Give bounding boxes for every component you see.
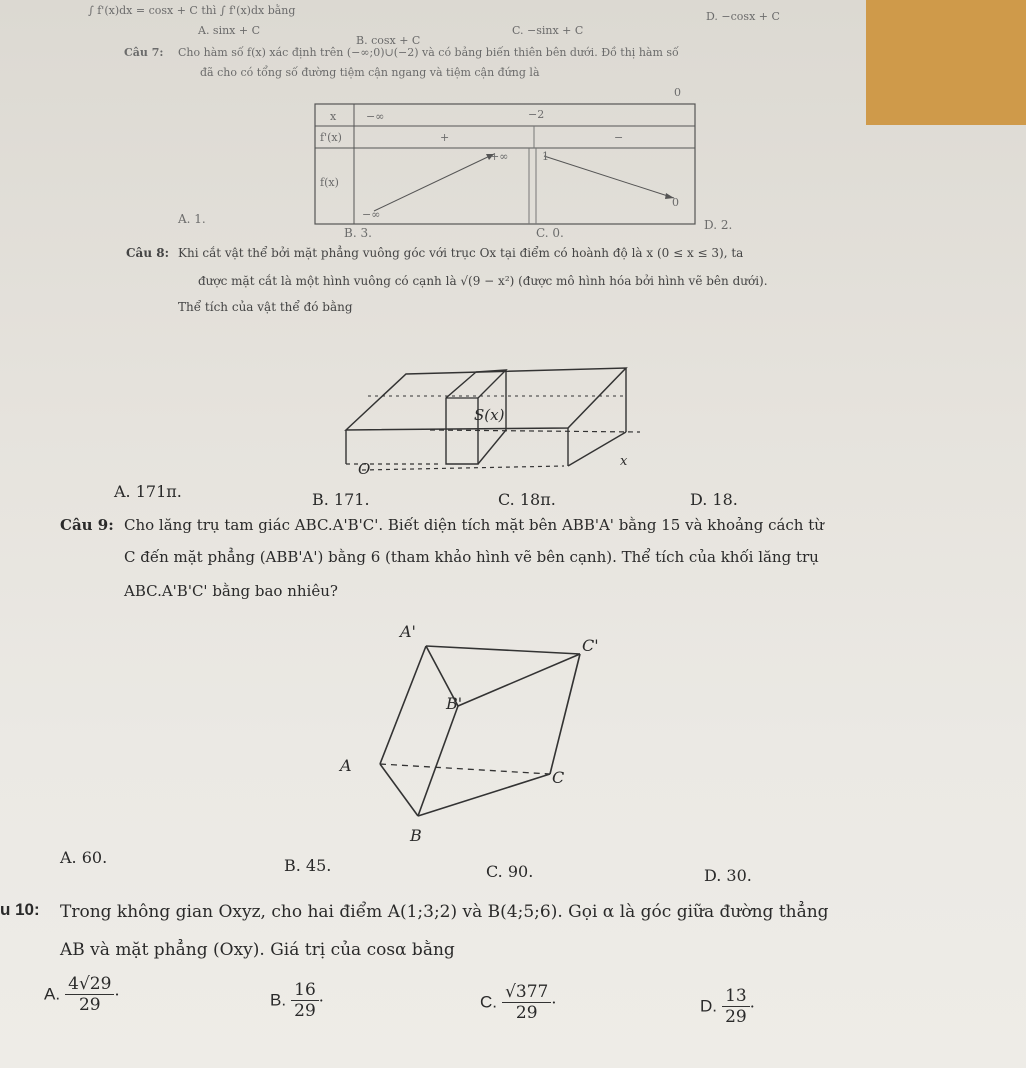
table-x-zero: 0 [674,86,681,99]
table-x-label: x [330,110,337,123]
q8-option-c: C. 18π. [498,490,556,509]
q8-option-b: B. 171. [312,490,370,509]
q10-option-a-letter: A. [44,984,61,1004]
q10-option-d: D. $\frac{13}{29}$ · [700,986,755,1027]
q7-option-c: C. 0. [536,226,564,240]
q9-label-b: B [410,826,422,845]
q10-option-a: A. $\frac{4√29}{29}$ · [44,974,120,1015]
q8-text3: Thể tích của vật thể đó bằng [178,300,353,314]
q10-option-d-letter: D. [700,996,717,1016]
q8-label-sx: S(x) [474,406,505,424]
q6-option-b: B. cosx + C [356,34,421,47]
q8-text2: được mặt cắt là một hình vuông có cạnh là √(9 − x²) (được mô hình hóa bởi hình vẽ bên dưới). [198,274,768,288]
q7-label: Câu 7: [124,46,164,59]
q9-figure [330,616,630,852]
q6-option-a: A. sinx + C [198,24,261,37]
q8-figure [340,340,660,490]
q7-text: Cho hàm số f(x) xác định trên (−∞;0)∪(−2) và có bảng biến thiên bên dưới. Đồ thị hàm số [178,46,679,59]
q7-option-b: B. 3. [344,226,372,240]
q9-label-b1: B' [446,694,463,713]
q9-option-a: A. 60. [60,848,108,867]
q9-label-a1: A' [400,622,416,641]
table-f-label: f(x) [320,176,339,189]
q10-option-b: B. $\frac{16}{29}$ · [270,980,324,1021]
q8-label-x: x [620,454,628,469]
q10-option-b-letter: B. [270,990,287,1010]
table-fprime-label: f'(x) [320,131,342,144]
q10-option-b-fraction [291,980,319,1021]
q10-option-c-den: 29 [515,1003,538,1023]
q9-option-d: D. 30. [704,866,752,885]
q6-option-d: D. −cosx + C [706,10,780,23]
q9-label-c: C [552,768,565,787]
q6-option-c: C. −sinx + C [512,24,584,37]
q10-option-a-num: 4√29 [65,974,114,995]
q10-option-c: C. $\frac{√377}{29}$ · [480,982,557,1023]
q10-option-d-den: 29 [725,1007,747,1027]
header-faint: ∫ f'(x)dx = cosx + C thì ∫ f'(x)dx bằng [88,4,296,17]
q8-label-origin: O [358,460,371,478]
q10-text2: AB và mặt phẳng (Oxy). Giá trị của cosα bằng [60,940,455,960]
q7-option-a: A. 1. [178,212,206,226]
background-orange-object [866,0,1026,125]
q10-text1: Trong không gian Oxyz, cho hai điểm A(1;3;2) và B(4;5;6). Gọi α là góc giữa đường thẳng [60,902,829,922]
q10-option-b-den: 29 [294,1001,316,1021]
q7-option-d: D. 2. [704,218,733,232]
table-fprime-minus: − [614,131,624,144]
q10-option-a-den: 29 [78,995,101,1015]
q10-label: u 10: [0,900,40,919]
q10-option-c-letter: C. [480,992,497,1012]
q9-text3: ABC.A'B'C' bằng bao nhiêu? [124,582,338,600]
q10-option-d-num: 13 [722,986,750,1007]
q10-option-c-fraction [502,982,551,1023]
q9-text1: Cho lăng trụ tam giác ABC.A'B'C'. Biết diện tích mặt bên ABB'A' bằng 15 và khoảng cách từ [124,516,824,534]
table-f-neg-inf: −∞ [362,208,381,221]
q10-option-b-num: 16 [291,980,319,1001]
q10-option-c-num: √377 [502,982,551,1003]
q8-option-a: A. 171π. [114,482,182,501]
table-x-neg-inf: −∞ [366,110,385,123]
q8-option-d: D. 18. [690,490,738,509]
q9-label-a: A [340,756,352,775]
table-fprime-plus: + [440,131,450,144]
q9-label: Câu 9: [60,516,114,534]
q9-text2: C đến mặt phẳng (ABB'A') bằng 6 (tham khảo hình vẽ bên cạnh). Thể tích của khối lăng trụ [124,548,819,566]
table-f-pos-inf: +∞ [490,150,509,163]
variation-table [314,86,698,226]
q9-label-c1: C' [582,636,599,655]
table-x-neg2: −2 [528,108,545,121]
q8-label: Câu 8: [126,246,170,260]
q8-text1: Khi cắt vật thể bởi mặt phẳng vuông góc với trục Ox tại điểm có hoành độ là x (0 ≤ x ≤ 3), ta [178,246,744,260]
q7-text2: đã cho có tổng số đường tiệm cận ngang và tiệm cận đứng là [200,66,540,79]
q9-option-b: B. 45. [284,856,332,875]
table-f-zero: 0 [672,196,679,209]
q9-option-c: C. 90. [486,862,534,881]
q10-option-d-fraction [722,986,750,1027]
q10-option-a-fraction [65,974,114,1015]
table-f-one: 1 [542,150,549,163]
